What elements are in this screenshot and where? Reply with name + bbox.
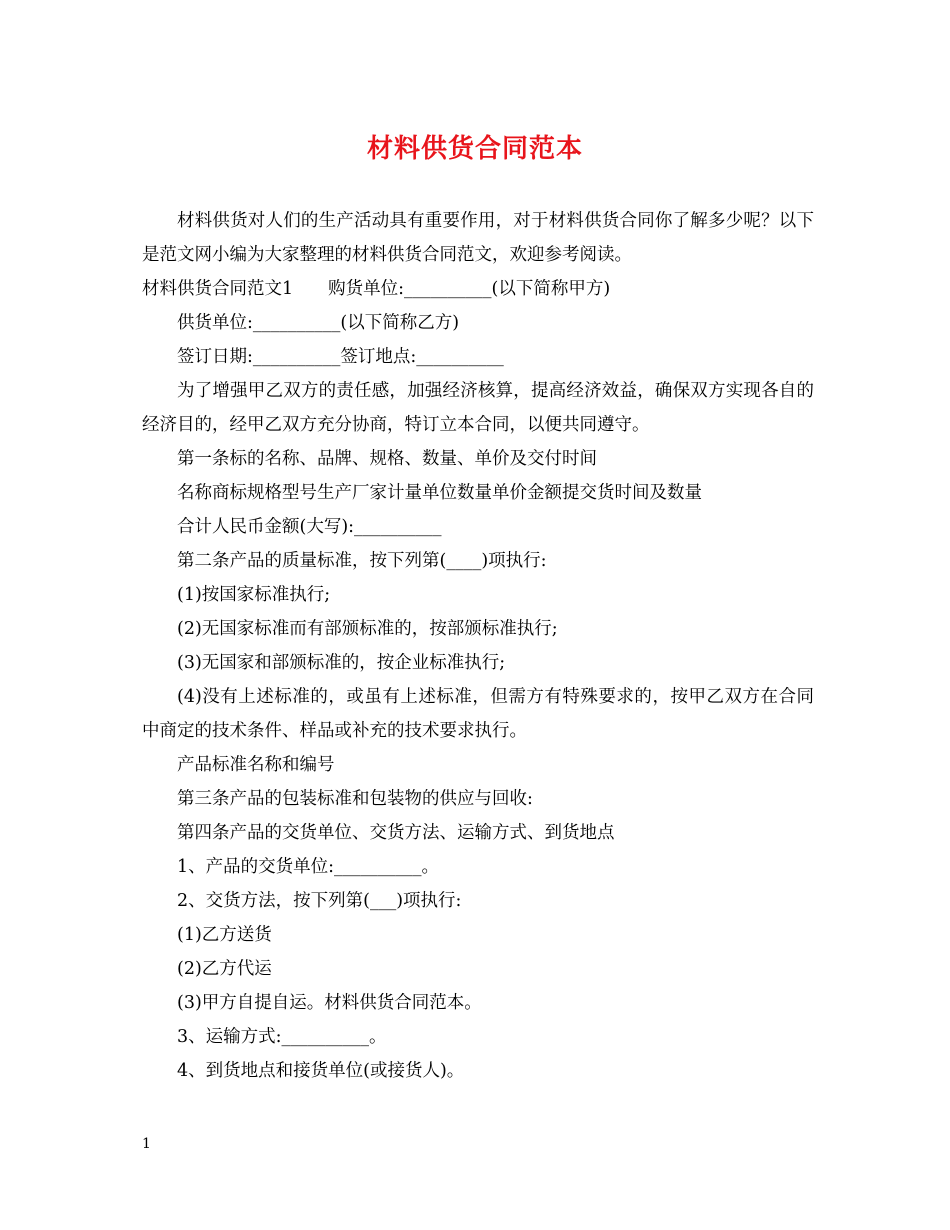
paragraph-method-1: (1)乙方送货	[177, 925, 272, 945]
paragraph-sign-date: 签订日期:__________签订地点:__________	[177, 347, 504, 367]
paragraph-transport: 3、运输方式:__________。	[177, 1027, 387, 1047]
paragraph-article-3: 第三条产品的包装标准和包装物的供应与回收:	[177, 789, 533, 809]
paragraph-delivery-unit: 1、产品的交货单位:__________。	[177, 857, 440, 877]
document-body	[142, 204, 814, 1088]
paragraph-columns: 名称商标规格型号生产厂家计量单位数量单价金额提交货时间及数量	[177, 483, 702, 503]
paragraph-delivery-method: 2、交货方法，按下列第(___)项执行:	[177, 891, 462, 911]
paragraph-total: 合计人民币金额(大写):__________	[177, 517, 442, 537]
paragraph-purpose: 为了增强甲乙双方的责任感，加强经济核算，提高经济效益，确保双方实现各自的经济目的，经甲乙双方充分协商，特订立本合同，以便共同遵守。	[142, 381, 814, 435]
paragraph-method-3: (3)甲方自提自运。材料供货合同范本。	[177, 993, 482, 1013]
paragraph-item-4: (4)没有上述标准的，或虽有上述标准，但需方有特殊要求的，按甲乙双方在合同中商定的技术条件、样品或补充的技术要求执行。	[142, 687, 814, 741]
paragraph-item-3: (3)无国家和部颁标准的，按企业标准执行;	[177, 653, 506, 673]
paragraph-article-1: 第一条标的名称、品牌、规格、数量、单价及交付时间	[177, 449, 597, 469]
paragraph-item-2: (2)无国家标准而有部颁标准的，按部颁标准执行;	[177, 619, 558, 639]
paragraph-destination: 4、到货地点和接货单位(或接货人)。	[177, 1061, 465, 1081]
paragraph-supplier: 供货单位:__________(以下简称乙方)	[177, 313, 460, 333]
paragraph-standard-name: 产品标准名称和编号	[177, 755, 335, 775]
paragraph-method-2: (2)乙方代运	[177, 959, 272, 979]
paragraph-intro: 材料供货对人们的生产活动具有重要作用，对于材料供货合同你了解多少呢？以下是范文网小编为大家整理的材料供货合同范文，欢迎参考阅读。	[142, 211, 814, 265]
paragraph-article-2: 第二条产品的质量标准，按下列第(____)项执行:	[177, 551, 547, 571]
paragraph-buyer: 材料供货合同范文1 购货单位:__________(以下简称甲方)	[142, 279, 611, 299]
page-number: 1	[142, 1136, 151, 1152]
paragraph-item-1: (1)按国家标准执行;	[177, 585, 331, 605]
paragraph-article-4: 第四条产品的交货单位、交货方法、运输方式、到货地点	[177, 823, 615, 843]
document-title: 材料供货合同范本	[366, 134, 583, 164]
